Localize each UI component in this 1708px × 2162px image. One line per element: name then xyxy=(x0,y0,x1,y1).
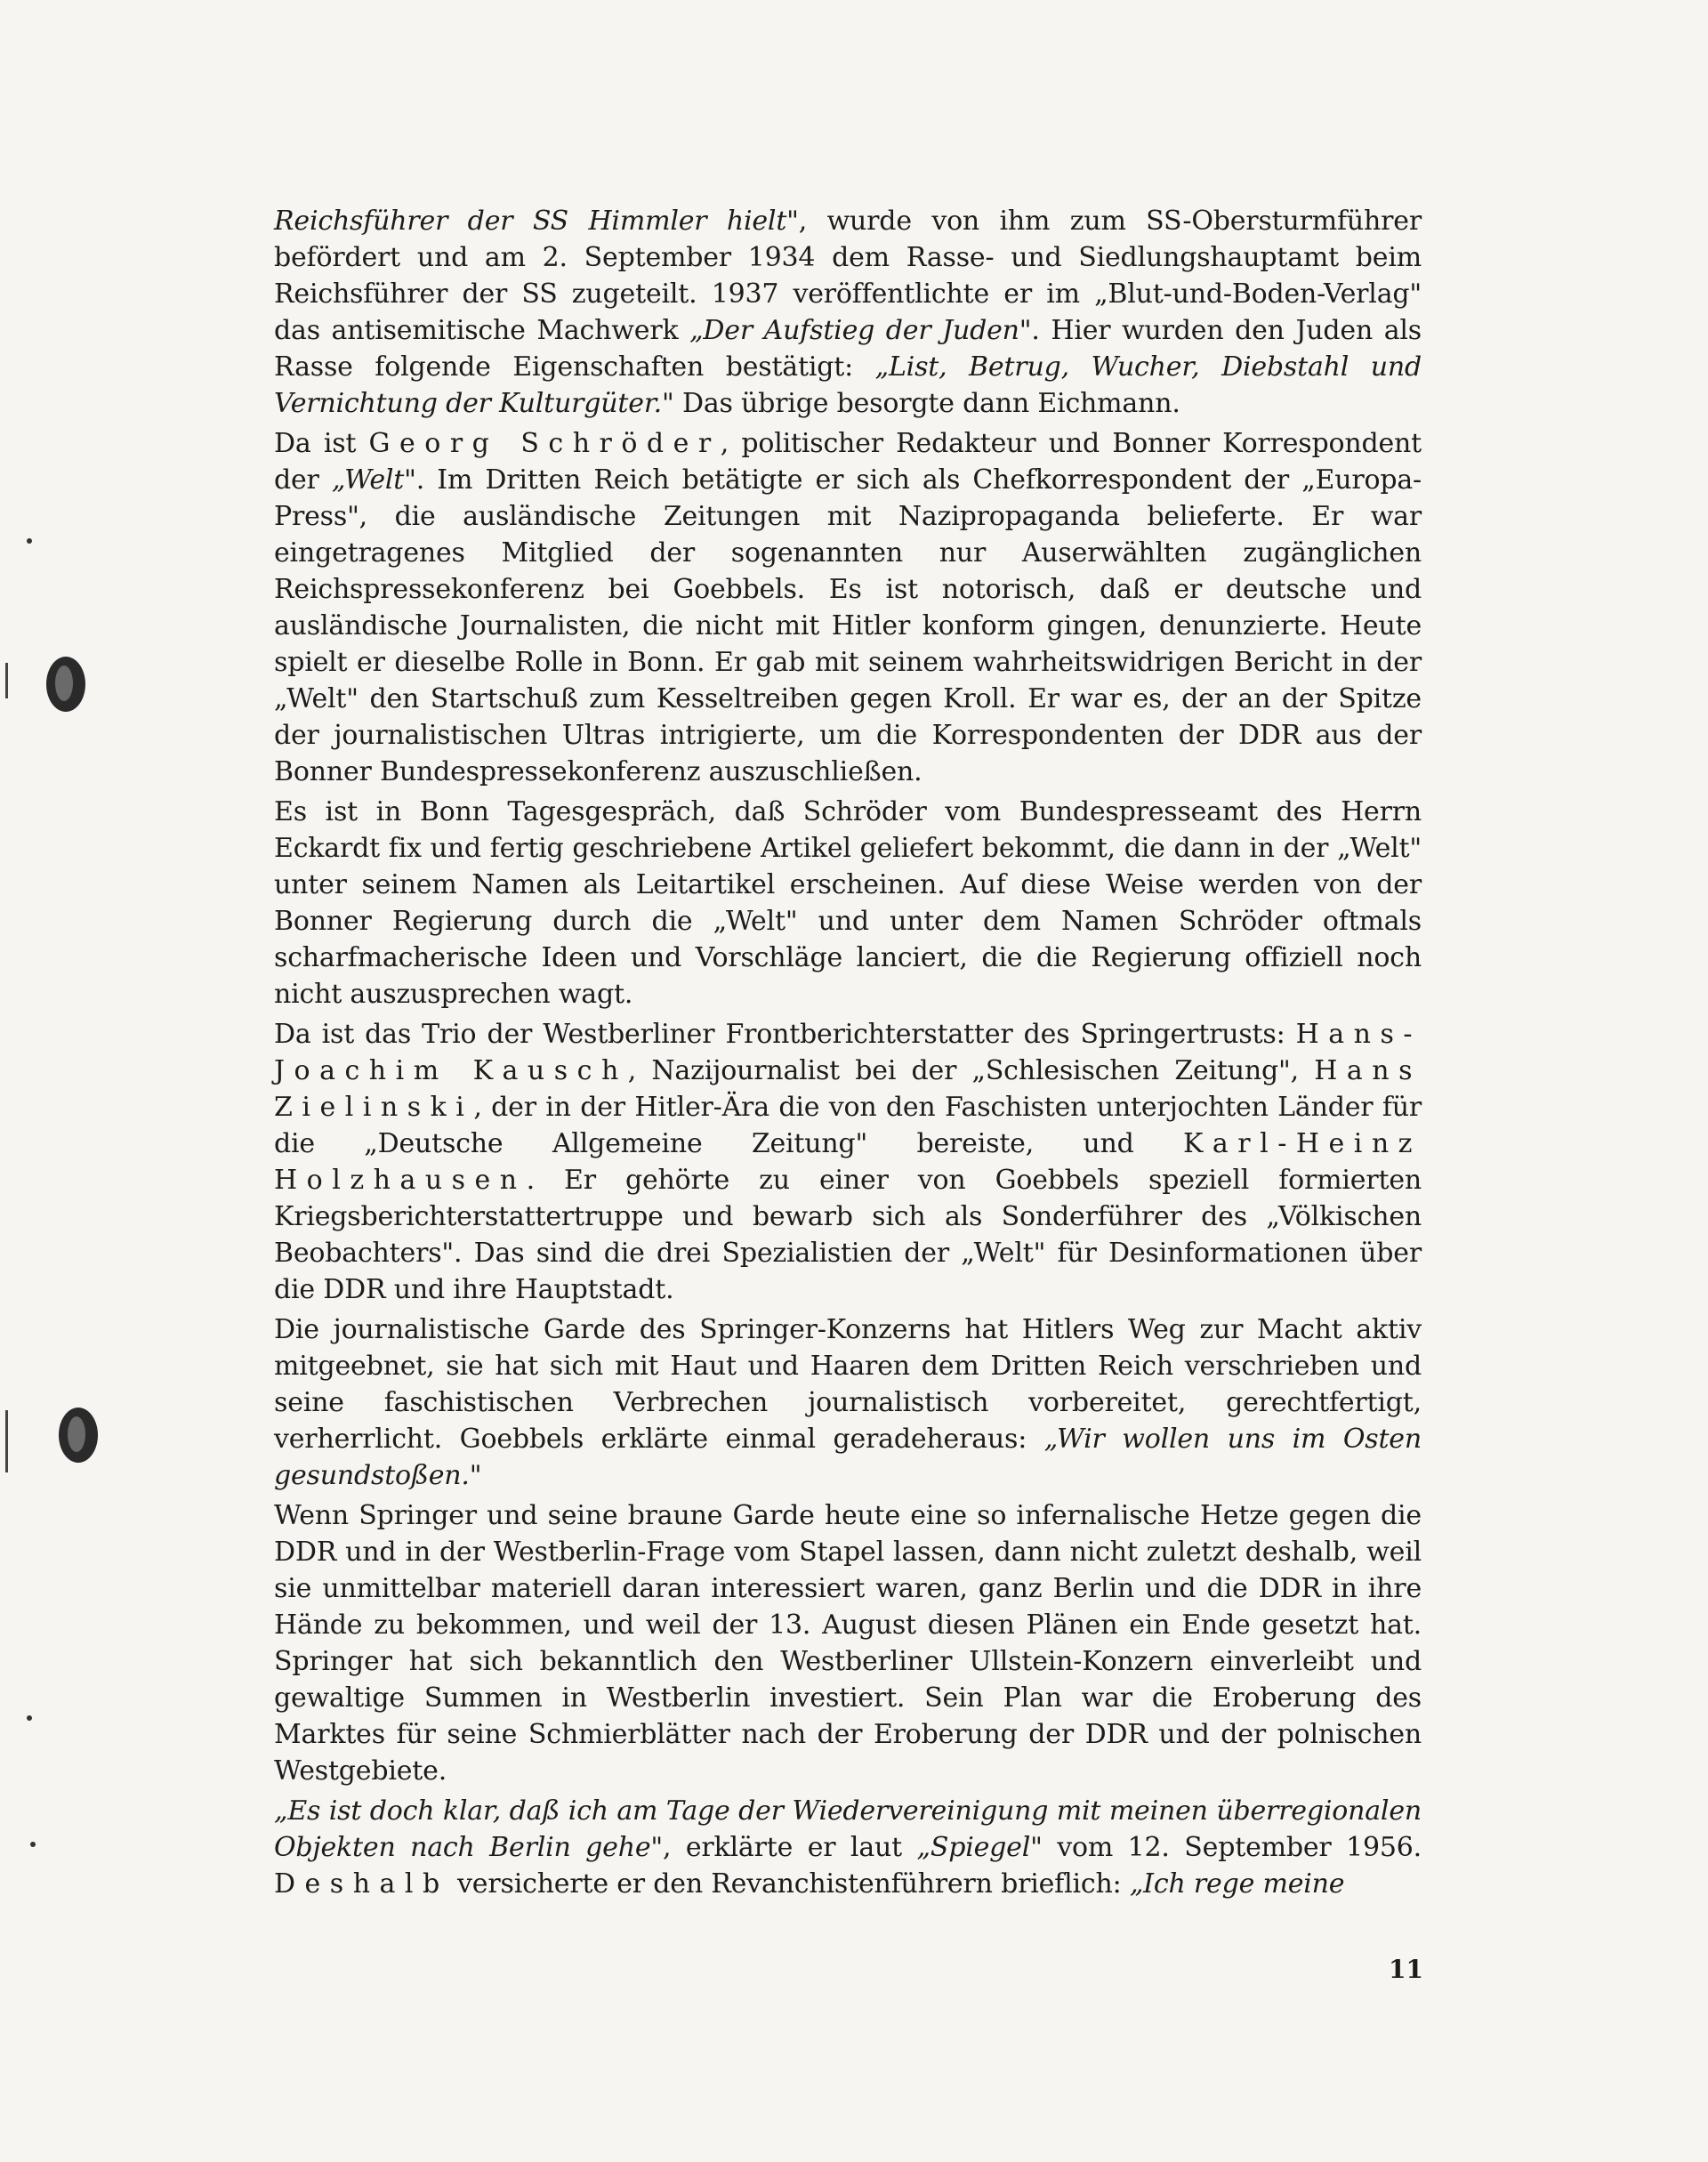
scan-speck xyxy=(30,1842,36,1847)
edge-mark xyxy=(5,663,8,698)
paragraph xyxy=(274,1793,1422,1902)
text-run: . Im Dritten Reich betätigte er sich als Chefkorrespondent der „Europa-Press", die ausländische Zeitungen mit Nazipropaganda belieferte. Er war eingetragenes Mitglied der sogenannten nur Auserwählten zugänglichen Reichspressekonferenz bei Goebbels. Es ist notorisch, daß er deutsche und ausländische Journalisten, die nicht mit Hitler konform gingen, denunzierte. Heute spielt er dieselbe Rolle in Bonn. Er gab mit seinem wahrheitswidrigen Bericht in der „Welt" den Startschuß zum Kesseltreiben gegen Kroll. Er war es, der an der Spitze der journalistischen Ultras intrigierte, um die Korrespondenten der DDR aus der Bonner Bundespressekonferenz auszuschließen. xyxy=(274,464,1422,787)
punch-hole-mark xyxy=(59,1408,98,1463)
italic-text: „Welt" xyxy=(331,464,416,496)
paragraph xyxy=(274,1016,1422,1308)
italic-text: „Es ist doch klar, daß ich am Tage der Wiedervereinigung mit meinen überregionalen Objekten nach Berlin gehe" xyxy=(274,1795,1422,1863)
text-run: Da ist das Trio der Westberliner Frontberichterstatter des Springertrusts: xyxy=(274,1019,1296,1050)
text-run: Es ist in Bonn Tagesgespräch, daß Schröder vom Bundespresseamt des Herrn Eckardt fix und fertig geschriebene Artikel geliefert bekommt, die dann in der „Welt" unter seinem Namen als Leitartikel erscheinen. Auf diese Weise werden von der Bonner Regierung durch die „Welt" und unter dem Namen Schröder oftmals scharfmacherische Ideen und Vorschläge lanciert, die die Regierung offiziell noch nicht auszusprechen wagt. xyxy=(274,796,1422,1010)
punch-hole-mark xyxy=(46,657,85,712)
text-run: , Nazijournalist bei der „Schlesischen Zeitung", xyxy=(627,1055,1315,1086)
text-run: Die journalistische Garde des Springer-Konzerns hat Hitlers Weg zur Macht aktiv mitgeebnet, sie hat sich mit Haut und Haaren dem Dritten Reich verschrieben und seine faschistischen Verbrechen journalistisch vorbereitet, gerechtfertigt, verherrlicht. Goebbels erklärte einmal geradeheraus: xyxy=(274,1314,1422,1455)
italic-text: „Ich rege meine xyxy=(1129,1868,1345,1900)
text-run: , wurde von ihm zum SS-Obersturmführer befördert und am 2. September 1934 dem Rasse- und Siedlungshauptamt beim Reichsführer der SS zugeteilt. 1937 veröffentlichte er im „Blut-und-Boden-Verlag" das antisemitische Machwerk xyxy=(274,206,1422,346)
edge-mark xyxy=(5,1410,8,1472)
italic-text: „Wir wollen uns im Osten gesundstoßen." xyxy=(274,1424,1422,1491)
text-run: vom 12. September 1956. xyxy=(1042,1832,1422,1863)
spaced-name: Hans-Joachim Kausch xyxy=(274,1019,1422,1086)
scan-speck xyxy=(27,538,32,544)
italic-text: „Der Aufstieg der Juden" xyxy=(689,315,1032,346)
text-run: . Er gehörte zu einer von Goebbels speziell formierten Kriegsberichterstattertruppe und bewarb sich als Sonderführer des „Völkischen Beobachters". Das sind die drei Spezialistien der „Welt" für Desinformationen über die DDR und ihre Hauptstadt. xyxy=(274,1165,1422,1305)
spaced-name: Hans Zielinski xyxy=(274,1055,1422,1123)
paragraph xyxy=(274,425,1422,790)
paragraph xyxy=(274,794,1422,1012)
scan-speck xyxy=(27,1715,32,1721)
text-run: Das übrige besorgte dann Eichmann. xyxy=(673,388,1180,419)
spaced-name: Karl-Heinz Holzhausen xyxy=(274,1128,1422,1196)
text-run: . Hier wurden den Juden als Rasse folgende Eigenschaften bestätigt: xyxy=(274,315,1422,383)
text-run: , der in der Hitler-Ära die von den Faschisten unterjochten Länder für die „Deutsche Allgemeine Zeitung" bereiste, und xyxy=(274,1092,1422,1159)
text-run: Wenn Springer und seine braune Garde heute eine so infernalische Hetze gegen die DDR und in der Westberlin-Frage vom Stapel lassen, dann nicht zuletzt deshalb, weil sie unmittelbar materiell daran interessiert waren, ganz Berlin und die DDR in ihre Hände zu bekommen, und weil der 13. August diesen Plänen ein Ende gesetzt hat. Springer hat sich bekanntlich den Westberliner Ullstein-Konzern einverleibt und gewaltige Summen in Westberlin investiert. Sein Plan war die Eroberung des Marktes für seine Schmierblätter nach der Eroberung der DDR und der polnischen Westgebiete. xyxy=(274,1500,1422,1787)
text-run: Da ist xyxy=(274,428,369,459)
paragraph xyxy=(274,1497,1422,1789)
spaced-name: Deshalb xyxy=(274,1868,449,1900)
italic-text: Reichsführer der SS Himmler hielt" xyxy=(274,206,799,237)
paragraph xyxy=(274,1311,1422,1494)
page-number: 11 xyxy=(1389,1955,1423,1984)
paragraph xyxy=(274,203,1422,422)
text-run: , politischer Redakteur und Bonner Korrespondent der xyxy=(274,428,1422,496)
italic-text: „List, Betrug, Wucher, Diebstahl und Vernichtung der Kulturgüter." xyxy=(274,351,1422,419)
italic-text: „Spiegel" xyxy=(916,1832,1043,1863)
text-run: versicherte er den Revanchistenführern brieflich: xyxy=(448,1868,1130,1900)
text-run: , erklärte er laut xyxy=(662,1832,917,1863)
spaced-name: Georg Schröder xyxy=(368,428,721,459)
body-text xyxy=(274,203,1422,1906)
